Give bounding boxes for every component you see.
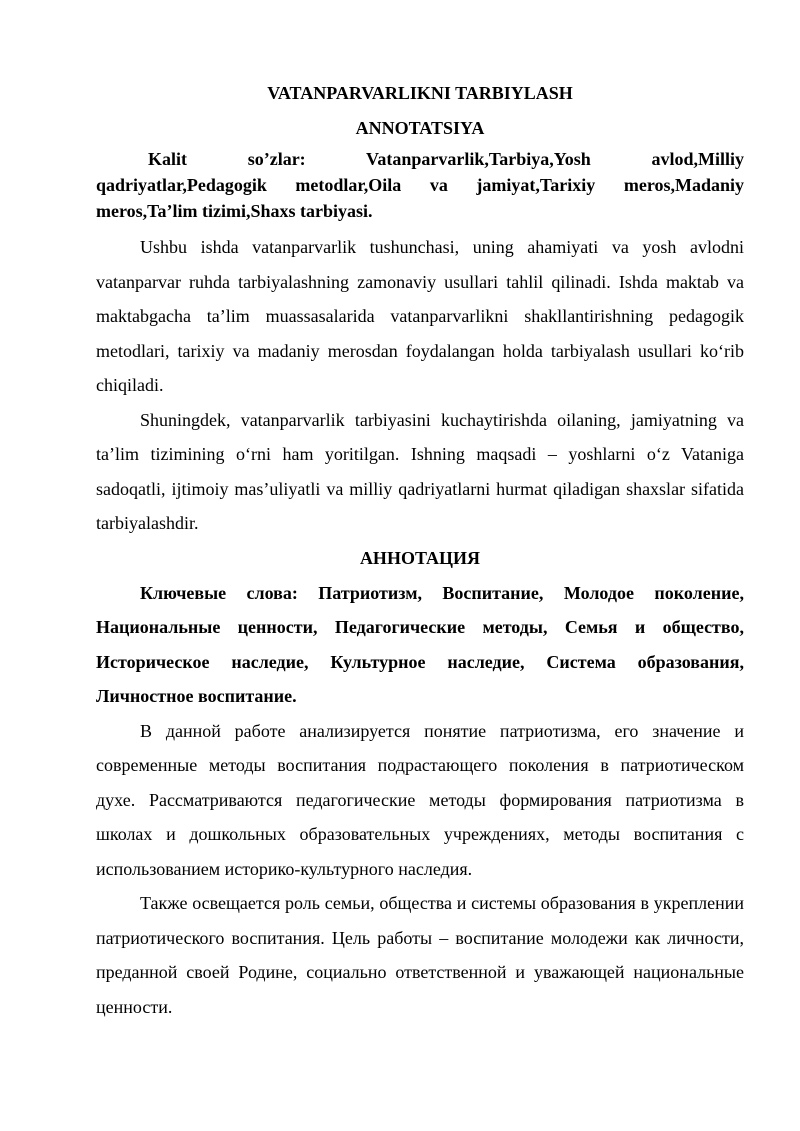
abstract-ru-para-1: В данной работе анализируется понятие патриотизма, его значение и современные методы воспитания подрастающего поколения в патриотическом духе. Рассматриваются педагогические методы формирования патриотизма в школах и дошкольных образовательных учреждениях, методы воспитания с использованием историко-культурного наследия.	[96, 720, 744, 879]
abstract-uz-para-1: Ushbu ishda vatanparvarlik tushunchasi, uning ahamiyati va yosh avlodni vatanparvar ruhda tarbiyalashning zamonaviy usullari tahlil qilinadi. Ishda maktab va maktabgacha ta’lim muassasalarida vatanparvarlikni shakllantirishning pedagogik metodlari, tarixiy va madaniy merosdan foydalangan holda tarbiyalash usullari koʻrib chiqiladi.	[96, 237, 744, 395]
keywords-ru: Ключевые слова: Патриотизм, Воспитание, Молодое поколение, Национальные ценности, Педагогические методы, Семья и общество, Историческое наследие, Культурное наследие, Система образования, Личностное воспитание.	[96, 582, 744, 706]
keywords-uz: Kalit so’zlar: Vatanparvarlik,Tarbiya,Yosh avlod,Milliy qadriyatlar,Pedagogik metodlar,Oila va jamiyat,Tarixiy meros,Madaniy meros,Ta’lim tizimi,Shaxs tarbiyasi.	[96, 149, 744, 221]
abstract-ru-para-2: Также освещается роль семьи, общества и системы образования в укреплении патриотического воспитания. Цель работы – воспитание молодежи как личности, преданной своей Родине, социально ответственной и уважающей национальные ценности.	[96, 893, 744, 1017]
abstract-uz-para-2: Shuningdek, vatanparvarlik tarbiyasini kuchaytirishda oilaning, jamiyatning va ta’lim tizimining oʻrni ham yoritilgan. Ishning maqsadi – yoshlarni oʻz Vataniga sadoqatli, ijtimoiy mas’uliyatli va milliy qadriyatlarni hurmat qiladigan shaxslar sifatida tarbiyalashdir.	[96, 409, 744, 533]
doc-title: VATANPARVARLIKNI TARBIYLASH	[267, 83, 573, 103]
annotation-heading-uz: ANNOTATSIYA	[355, 118, 485, 138]
annotation-heading-ru: АННОТАЦИЯ	[359, 547, 481, 568]
